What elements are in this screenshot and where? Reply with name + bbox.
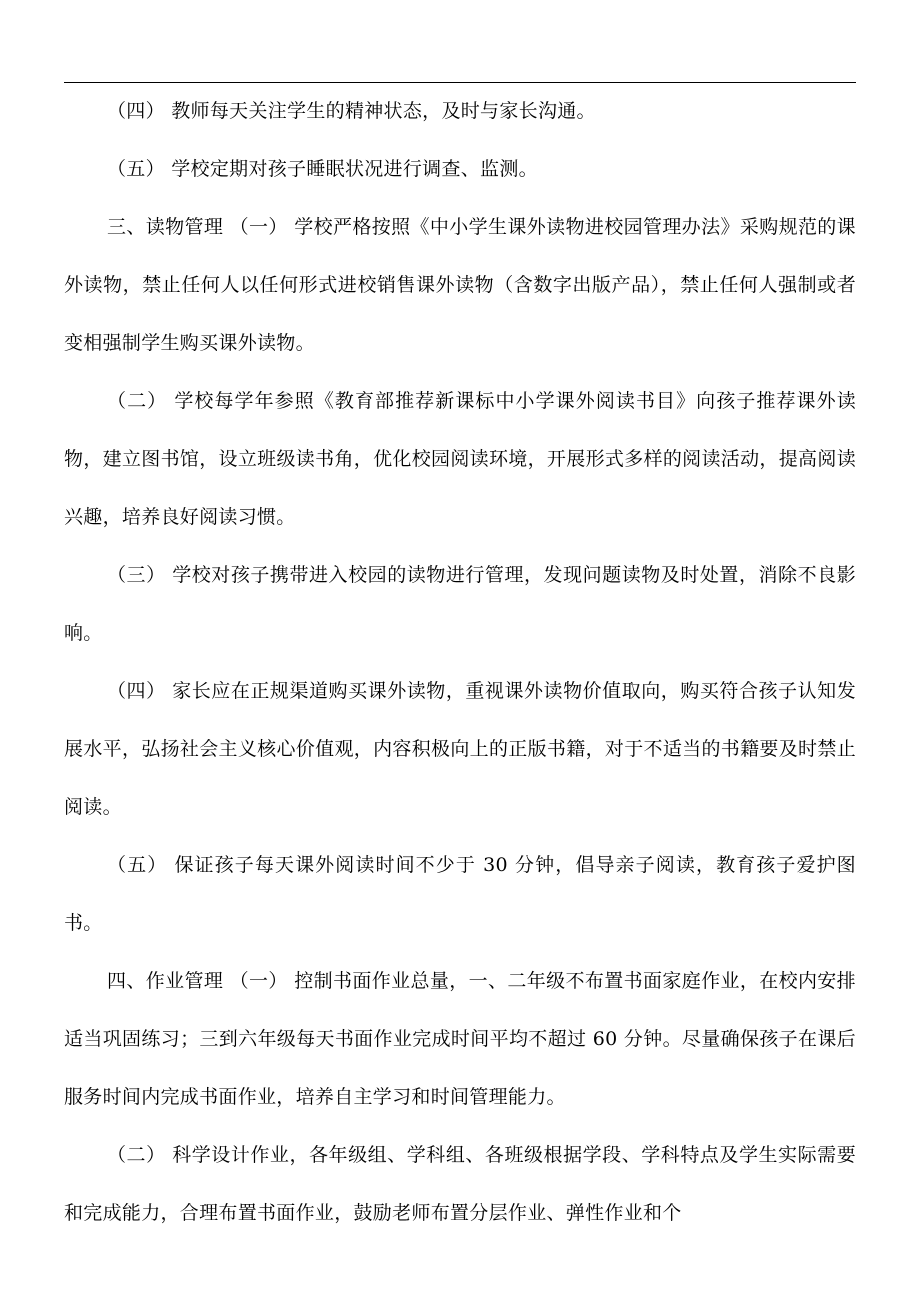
document-body xyxy=(64,82,856,1242)
paragraph-reading-item-4: （四） 家长应在正规渠道购买课外读物，重视课外读物价值取向，购买符合孩子认知发展水平，弘扬社会主义核心价值观，内容积极向上的正版书籍，对于不适当的书籍要及时禁止阅读。 xyxy=(64,680,856,818)
paragraph-homework-item-2: （二） 科学设计作业，各年级组、学科组、各班级根据学段、学科特点及学生实际需要和完成能力，合理布置书面作业，鼓励老师布置分层作业、弹性作业和个 xyxy=(64,1144,856,1224)
paragraph-sleep-item-4: （四） 教师每天关注学生的精神状态，及时与家长沟通。 xyxy=(107,100,596,122)
paragraph-reading-item-1: 三、读物管理 （一） 学校严格按照《中小学生课外读物进校园管理办法》采购规范的课外读物，禁止任何人以任何形式进校销售课外读物（含数字出版产品），禁止任何人强制或者变相强制学生购买课外读物。 xyxy=(64,216,856,354)
paragraph-sleep-item-5: （五） 学校定期对孩子睡眠状况进行调查、监测。 xyxy=(107,158,538,180)
paragraph-reading-item-5: （五） 保证孩子每天课外阅读时间不少于 30 分钟，倡导亲子阅读，教育孩子爱护图书。 xyxy=(64,854,856,934)
paragraph-homework-item-1: 四、作业管理 （一） 控制书面作业总量，一、二年级不布置书面家庭作业，在校内安排适当巩固练习；三到六年级每天书面作业完成时间平均不超过 60 分钟。尽量确保孩子在课后服务时间内完成书面作业，培养自主学习和时间管理能力。 xyxy=(64,970,856,1108)
paragraph-reading-item-3: （三） 学校对孩子携带进入校园的读物进行管理，发现问题读物及时处置，消除不良影响。 xyxy=(64,564,856,644)
paragraph-reading-item-2: （二） 学校每学年参照《教育部推荐新课标中小学课外阅读书目》向孩子推荐课外读物，建立图书馆，设立班级读书角，优化校园阅读环境，开展形式多样的阅读活动，提高阅读兴趣，培养良好阅读习惯。 xyxy=(64,390,856,528)
